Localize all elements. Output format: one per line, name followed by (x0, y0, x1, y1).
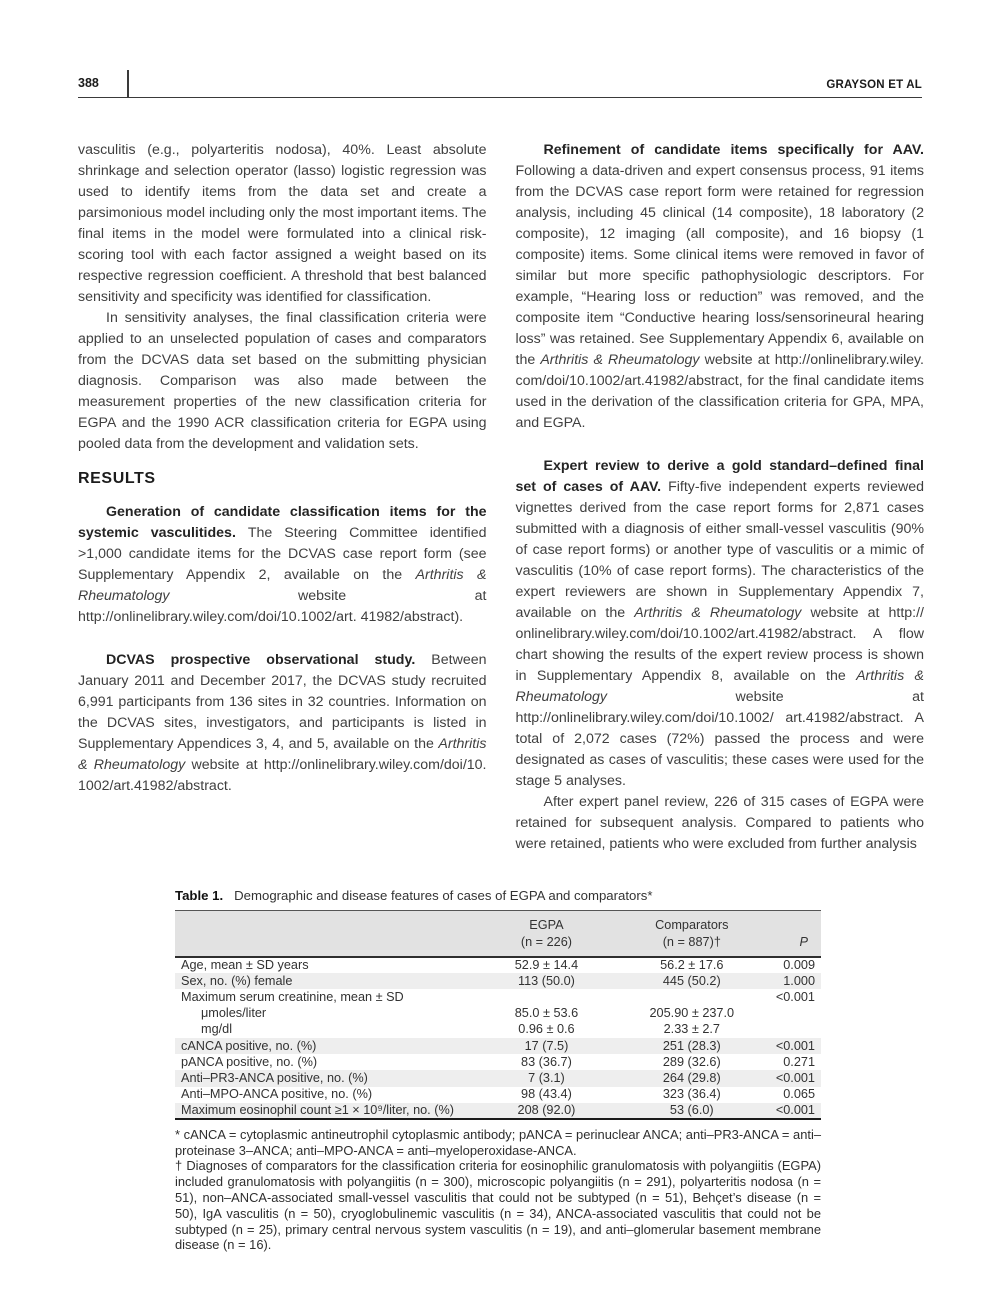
comparators-header-line2: (n = 887)† (662, 935, 721, 949)
row-label: Anti–MPO-ANCA positive, no. (%) (181, 1087, 373, 1102)
table-body (175, 957, 821, 1119)
table-number-label: Table 1. (175, 888, 224, 903)
table-header-row (175, 911, 821, 958)
table-caption: Demographic and disease features of cases of EGPA and comparators* (234, 888, 653, 903)
column-left (78, 140, 487, 855)
comparators-header-line1: Comparators (655, 918, 729, 932)
row-label: cANCA positive, no. (%) (181, 1038, 317, 1053)
paragraph-after-review: After expert panel review, 226 of 315 cases of EGPA were retained for subsequent analysis. Compared to patients who were retained, patients who were excluded from further analysis (515, 794, 924, 852)
egpa-value: 113 (50.0) (517, 973, 575, 988)
table-header-p-value: P (799, 935, 808, 949)
comparators-value: 264 (29.8) (662, 1070, 721, 1085)
table-row (175, 1070, 821, 1086)
table-row (175, 1103, 821, 1119)
row-label: Sex, no. (%) female (181, 973, 293, 988)
footnote-asterisk: * cANCA = cytoplasmic antineutrophil cytoplasmic antibody; pANCA = perinuclear ANCA; anti–PR3-ANCA = anti–proteinase 3–ANCA; anti–MPO-ANCA = anti–myeloperoxidase-ANCA. (175, 1126, 821, 1158)
row-label: mg/dl (201, 1022, 233, 1037)
table-section (175, 888, 821, 1253)
comparators-value: 251 (28.3) (662, 1038, 721, 1053)
egpa-value: 7 (3.1) (528, 1070, 565, 1085)
comparators-value: 53 (6.0) (669, 1102, 714, 1117)
comparators-value: 2.33 ± 2.7 (663, 1022, 720, 1037)
egpa-value: 17 (7.5) (524, 1038, 569, 1053)
p-value: 0.271 (783, 1054, 815, 1069)
egpa-value: 83 (36.7) (521, 1054, 572, 1069)
p-value: <0.001 (775, 1038, 815, 1053)
table-header-comparators (621, 911, 763, 958)
p-value (763, 1006, 821, 1022)
running-head: GRAYSON ET AL (826, 79, 922, 91)
table-header-egpa (472, 911, 621, 958)
row-label: Maximum serum creatinine, mean ± SD (181, 989, 404, 1004)
egpa-value: 98 (43.4) (521, 1087, 572, 1102)
p-value: 0.065 (783, 1087, 815, 1102)
p-value: <0.001 (775, 1070, 815, 1085)
comparators-value: 205.90 ± 237.0 (649, 1006, 735, 1021)
paragraph-refinement: Refinement of candidate items specifically for AAV. Following a data-driven and expert consensus process, 91 items from the DCVAS case report form were retained for regression analysis, including 45 clinical (14 composite), 18 laboratory (2 composite), 12 imaging (all composite), and 16 biopsy (1 composite) items. Some clinical items were removed in favor of similar but more specific pathophysiologic descriptors. For example, “Hearing loss or reduction” was removed, and the composite item “Conductive hearing loss/sensorineural hearing loss” was retained. See Supplementary Appendix 6, available on the Arthritis & Rheumatology website at http://onlinelibrary.wiley. com/doi/10.1002/art.41982/abstract, for the final candidate items used in the derivation of the classification criteria for GPA, MPA, and EGPA. (515, 142, 924, 431)
table-row (175, 1054, 821, 1070)
table-row (175, 989, 821, 1005)
results-heading: RESULTS (78, 470, 156, 487)
paragraph-lasso: vasculitis (e.g., polyarteritis nodosa), 40%. Least absolute shrinkage and selection operator (lasso) logistic regression was used to identify items from the data set and create a parsimonious model including only the most important items. The final items in the model were formulated into a clinical risk-scoring tool with each factor assigned a weight based on its respective regression coefficient. A threshold that best balanced sensitivity and specificity was identified for classification. (78, 142, 487, 305)
egpa-value: 85.0 ± 53.6 (514, 1006, 579, 1021)
row-label: μmoles/liter (201, 1006, 267, 1021)
comparators-value: 445 (50.2) (662, 973, 721, 988)
demographics-table (175, 910, 821, 1120)
egpa-header-line2: (n = 226) (520, 935, 573, 949)
table-title (175, 888, 821, 903)
p-value: 0.009 (783, 958, 815, 973)
egpa-value (472, 989, 621, 1005)
page-number: 388 (78, 76, 99, 90)
egpa-value: 208 (92.0) (517, 1102, 576, 1117)
p-value: 1.000 (783, 973, 815, 988)
comparators-value: 56.2 ± 17.6 (660, 958, 724, 973)
p-value: <0.001 (775, 989, 815, 1004)
paragraph-expert-review: Expert review to derive a gold standard–defined final set of cases of AAV. Fifty-five independent experts reviewed vignettes derived from the case report forms for 2,871 cases submitted with a diagnosis of either small-vessel vasculitis (90% of case report forms) or another type of vasculitis or a mimic of vasculitis (10% of case report forms). The characteristics of the expert reviewers are shown in Supplementary Appendix 7, available on the Arthritis & Rheumatology website at http:// onlinelibrary.wiley.com/doi/10.1002/art.41982/abstract. A flow chart showing the results of the expert review process is shown in Supplementary Appendix 8, available on the Arthritis & Rheumatology website at http://onlinelibrary.wiley.com/doi/10.1002/ art.41982/abstract. A total of 2,072 cases (72%) passed the process and were designated as cases of vasculitis; these cases were used for the stage 5 analyses. (515, 458, 924, 789)
table-row (175, 973, 821, 989)
egpa-value: 52.9 ± 14.4 (514, 958, 579, 973)
row-label: Age, mean ± SD years (181, 958, 309, 973)
table-footnotes (175, 1127, 821, 1253)
footnote-dagger: † Diagnoses of comparators for the classification criteria for eosinophilic granulomatosis with polyangiitis (EGPA) included granulomatosis with polyangiitis (n = 300), microscopic polyangiitis (n = 291), polyarteritis nodosa (n = 51), non–ANCA-associated small-vessel vasculitis that could not be subtyped (n = 51), Behçet’s disease (n = 50), IgA vasculitis (n = 50), cryoglobulinemic vasculitis (n = 34), ANCA-associated vasculitis that could not be subtyped (n = 25), primary central nervous system vasculitis (n = 19), and anti–glomerular basement membrane disease (n = 16). (175, 1158, 821, 1253)
table-row (175, 957, 821, 973)
comparators-value (621, 989, 763, 1005)
table-row (175, 1087, 821, 1103)
row-label: pANCA positive, no. (%) (181, 1054, 318, 1069)
row-label: Maximum eosinophil count ≥1 × 10⁹/liter, no. (%) (181, 1102, 454, 1117)
p-value: <0.001 (775, 1102, 815, 1117)
egpa-value: 0.96 ± 0.6 (518, 1022, 575, 1037)
row-label: Anti–PR3-ANCA positive, no. (%) (181, 1070, 368, 1085)
paragraph-dcvas-study: DCVAS prospective observational study. Between January 2011 and December 2017, the DCVAS study recruited 6,991 participants from 136 sites in 32 countries. Information on the DCVAS sites, investigators, and participants is listed in Supplementary Appendices 3, 4, and 5, available on the Arthritis & Rheumatology website at http://onlinelibrary.wiley.com/doi/10. 1002/art.41982/abstract. (78, 652, 487, 794)
article-body (78, 140, 924, 855)
comparators-value: 289 (32.6) (662, 1054, 721, 1069)
paragraph-sensitivity: In sensitivity analyses, the final classification criteria were applied to an unselected population of cases and comparators from the DCVAS data set based on the submitting physician diagnosis. Comparison was also made between the measurement properties of the new classification criteria for EGPA and the 1990 ACR classification criteria for EGPA using pooled data from the development and validation sets. (78, 310, 487, 452)
column-right (516, 140, 925, 855)
header-divider (127, 70, 129, 97)
comparators-value: 323 (36.4) (662, 1087, 721, 1102)
table-row (175, 1022, 821, 1038)
p-value (763, 1022, 821, 1038)
egpa-header-line1: EGPA (529, 918, 564, 932)
table-header-empty (175, 911, 472, 958)
table-row (175, 1038, 821, 1054)
header-rule (78, 97, 922, 98)
paragraph-candidate-items: Generation of candidate classification items for the systemic vasculitides. The Steering Committee identified >1,000 candidate items for the DCVAS case report form (see Supplementary Appendix 2, available on the Arthritis & Rheumatology website at http://onlinelibrary.wiley.com/doi/10.1002/art. 41982/abstract). (78, 504, 487, 625)
table-row (175, 1006, 821, 1022)
